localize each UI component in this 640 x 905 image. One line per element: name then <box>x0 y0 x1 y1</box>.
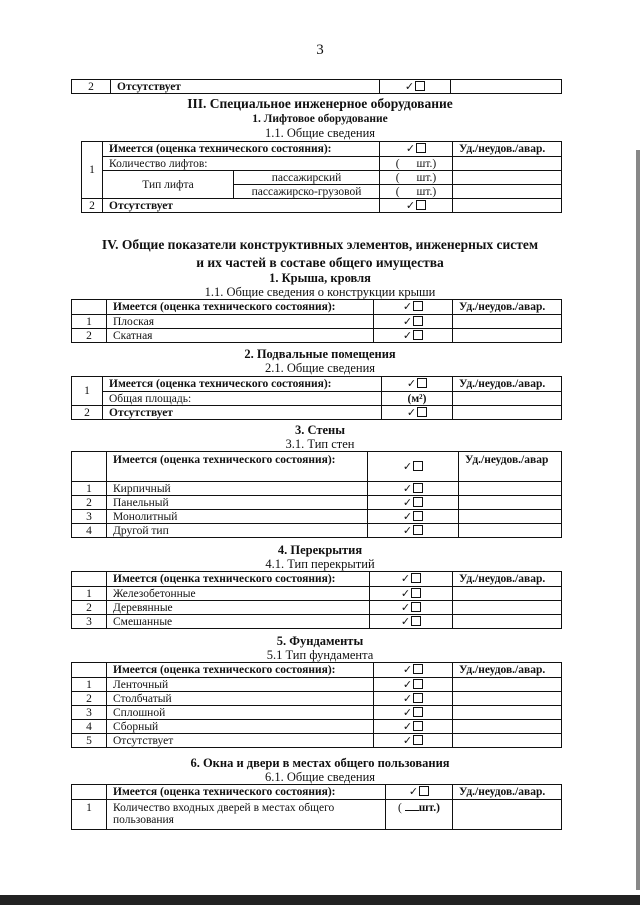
row-label: Панельный <box>107 496 368 510</box>
row-label: Ленточный <box>107 678 374 692</box>
windows-doors-table <box>71 784 562 830</box>
condition-cell <box>453 157 562 171</box>
condition-cell <box>453 678 562 692</box>
condition-cell <box>459 482 562 496</box>
roof-table <box>71 299 562 343</box>
row-number: 1 <box>72 315 107 329</box>
row-label: Деревянные <box>107 601 370 615</box>
condition-cell <box>453 329 562 343</box>
checkbox-cell[interactable]: ✓ <box>368 510 459 524</box>
walls-subtitle: 3.1. Тип стен <box>285 437 355 451</box>
condition-header: Уд./неудов./авар. <box>453 663 562 678</box>
row-number: 2 <box>72 80 111 94</box>
row-number: 3 <box>72 510 107 524</box>
row-label: Скатная <box>107 329 374 343</box>
entrance-doors-count-input[interactable]: ( шт.) <box>386 800 453 830</box>
condition-cell <box>453 587 562 601</box>
checkbox-cell[interactable]: ✓ <box>382 406 453 420</box>
checkbox-cell[interactable]: ✓ <box>368 452 459 482</box>
condition-header: Уд./неудов./авар <box>459 452 562 482</box>
row-number: 4 <box>72 524 107 538</box>
basement-subtitle: 2.1. Общие сведения <box>264 361 376 375</box>
checkbox-cell[interactable]: ✓ <box>380 142 453 157</box>
windows-subtitle: 6.1. Общие сведения <box>264 770 376 784</box>
table-header: Имеется (оценка технического состояния): <box>107 663 374 678</box>
condition-cell <box>453 706 562 720</box>
elevator-type-passenger: пассажирский <box>234 171 380 185</box>
checkbox-cell[interactable]: ✓ <box>370 601 453 615</box>
row-number: 1 <box>72 482 107 496</box>
foundation-title: 5. Фундаменты <box>276 634 364 648</box>
section-iii-top-table <box>71 79 562 94</box>
absent-label: Отсутствует <box>103 406 382 420</box>
checkbox-cell[interactable]: ✓ <box>374 720 453 734</box>
row-label: Отсутствует <box>107 734 374 748</box>
checkbox-cell[interactable]: ✓ <box>374 678 453 692</box>
row-number: 5 <box>72 734 107 748</box>
scan-edge-right <box>636 150 640 890</box>
scan-edge-bottom <box>0 895 640 905</box>
row-number: 1 <box>82 142 103 199</box>
row-label: Сборный <box>107 720 374 734</box>
section-iv-title-line2: и их частей в составе общего имущества <box>196 255 444 270</box>
row-label: Плоская <box>107 315 374 329</box>
elevator-count-label: Количество лифтов: <box>103 157 380 171</box>
condition-cell <box>453 720 562 734</box>
checkbox-cell[interactable]: ✓ <box>374 300 453 315</box>
entrance-doors-label: Количество входных дверей в местах общего пользования <box>107 800 386 830</box>
elevator-type-label: Тип лифта <box>103 171 234 199</box>
windows-title: 6. Окна и двери в местах общего пользования <box>190 756 450 770</box>
absent-label: Отсутствует <box>103 199 380 213</box>
condition-header: Уд./неудов./авар. <box>453 572 562 587</box>
condition-cell <box>451 80 562 94</box>
row-number: 3 <box>72 615 107 629</box>
condition-cell <box>453 734 562 748</box>
elevators-table <box>81 141 562 213</box>
row-number: 1 <box>72 587 107 601</box>
floors-table <box>71 571 562 629</box>
row-number <box>72 300 107 315</box>
condition-header: Уд./неудов./авар. <box>453 300 562 315</box>
floors-title: 4. Перекрытия <box>277 543 363 557</box>
checkbox-cell[interactable]: ✓ <box>370 615 453 629</box>
row-number <box>72 785 107 800</box>
row-number: 1 <box>72 800 107 830</box>
row-label: Железобетонные <box>107 587 370 601</box>
foundation-subtitle: 5.1 Тип фундамента <box>266 648 374 662</box>
table-header: Имеется (оценка технического состояния): <box>107 572 370 587</box>
row-number: 2 <box>72 692 107 706</box>
table-header: Имеется (оценка технического состояния): <box>107 785 386 800</box>
condition-cell <box>453 199 562 213</box>
checkbox-cell[interactable]: ✓ <box>368 482 459 496</box>
basement-title: 2. Подвальные помещения <box>244 347 396 361</box>
row-number: 1 <box>72 678 107 692</box>
checkbox-cell[interactable]: ✓ <box>374 706 453 720</box>
row-number: 4 <box>72 720 107 734</box>
checkbox-cell[interactable]: ✓ <box>370 572 453 587</box>
section-iv-title-line1: IV. Общие показатели конструктивных элементов, инженерных систем <box>101 237 539 252</box>
row-label: Кирпичный <box>107 482 368 496</box>
condition-cell <box>459 496 562 510</box>
row-number <box>72 452 107 482</box>
elevator-type-cargo: пассажирско-грузовой <box>234 185 380 199</box>
foundation-table <box>71 662 562 748</box>
cargo-count-input[interactable]: ( шт.) <box>380 185 453 199</box>
checkbox-cell[interactable]: ✓ <box>374 734 453 748</box>
elevator-count-input[interactable]: ( шт.) <box>380 157 453 171</box>
roof-subtitle: 1.1. Общие сведения о конструкции крыши <box>204 285 436 299</box>
checkbox-cell[interactable]: ✓ <box>374 692 453 706</box>
checkbox-cell[interactable]: ✓ <box>380 199 453 213</box>
area-input[interactable]: (м²) <box>382 392 453 406</box>
walls-title: 3. Стены <box>294 423 345 437</box>
checkbox-cell[interactable]: ✓ <box>374 329 453 343</box>
row-number: 2 <box>72 496 107 510</box>
row-label: Монолитный <box>107 510 368 524</box>
row-label: Смешанные <box>107 615 370 629</box>
condition-cell <box>453 392 562 406</box>
walls-table <box>71 451 562 538</box>
table-header: Имеется (оценка технического состояния): <box>103 142 380 157</box>
roof-title: 1. Крыша, кровля <box>269 271 371 285</box>
row-label: Отсутствует <box>111 80 380 94</box>
floors-subtitle: 4.1. Тип перекрытий <box>265 557 375 571</box>
row-number: 3 <box>72 706 107 720</box>
area-label: Общая площадь: <box>103 392 382 406</box>
row-number: 2 <box>82 199 103 213</box>
basement-table <box>71 376 562 420</box>
row-number <box>72 663 107 678</box>
row-label: Другой тип <box>107 524 368 538</box>
condition-header: Уд./неудов./авар. <box>453 142 562 157</box>
checkbox-cell[interactable]: ✓ <box>382 377 453 392</box>
condition-cell <box>453 800 562 830</box>
table-header: Имеется (оценка технического состояния): <box>103 377 382 392</box>
checkbox-cell[interactable]: ✓ <box>374 663 453 678</box>
condition-header: Уд./неудов./авар. <box>453 785 562 800</box>
condition-header: Уд./неудов./авар. <box>453 377 562 392</box>
row-number: 1 <box>72 377 103 406</box>
page-number: 3 <box>316 42 324 58</box>
table-header: Имеется (оценка технического состояния): <box>107 452 368 482</box>
table-header: Имеется (оценка технического состояния): <box>107 300 374 315</box>
row-number: 2 <box>72 406 103 420</box>
checkbox-cell[interactable]: ✓ <box>380 80 451 94</box>
condition-cell <box>453 615 562 629</box>
row-number: 2 <box>72 329 107 343</box>
condition-cell <box>453 171 562 185</box>
checkbox-cell[interactable]: ✓ <box>374 315 453 329</box>
checkbox-cell[interactable]: ✓ <box>370 587 453 601</box>
checkbox-cell[interactable]: ✓ <box>368 524 459 538</box>
condition-cell <box>453 406 562 420</box>
section-iii-title: III. Специальное инженерное оборудование <box>187 96 453 111</box>
condition-cell <box>453 692 562 706</box>
passenger-count-input[interactable]: ( шт.) <box>380 171 453 185</box>
row-number <box>72 572 107 587</box>
condition-cell <box>453 315 562 329</box>
condition-cell <box>453 601 562 615</box>
section-iii-subsubtitle: 1.1. Общие сведения <box>264 126 376 140</box>
row-label: Столбчатый <box>107 692 374 706</box>
checkbox-cell[interactable]: ✓ <box>368 496 459 510</box>
row-label: Сплошной <box>107 706 374 720</box>
condition-cell <box>453 185 562 199</box>
checkbox-cell[interactable]: ✓ <box>386 785 453 800</box>
section-iii-subtitle: 1. Лифтовое оборудование <box>252 113 388 125</box>
condition-cell <box>459 524 562 538</box>
row-number: 2 <box>72 601 107 615</box>
condition-cell <box>459 510 562 524</box>
